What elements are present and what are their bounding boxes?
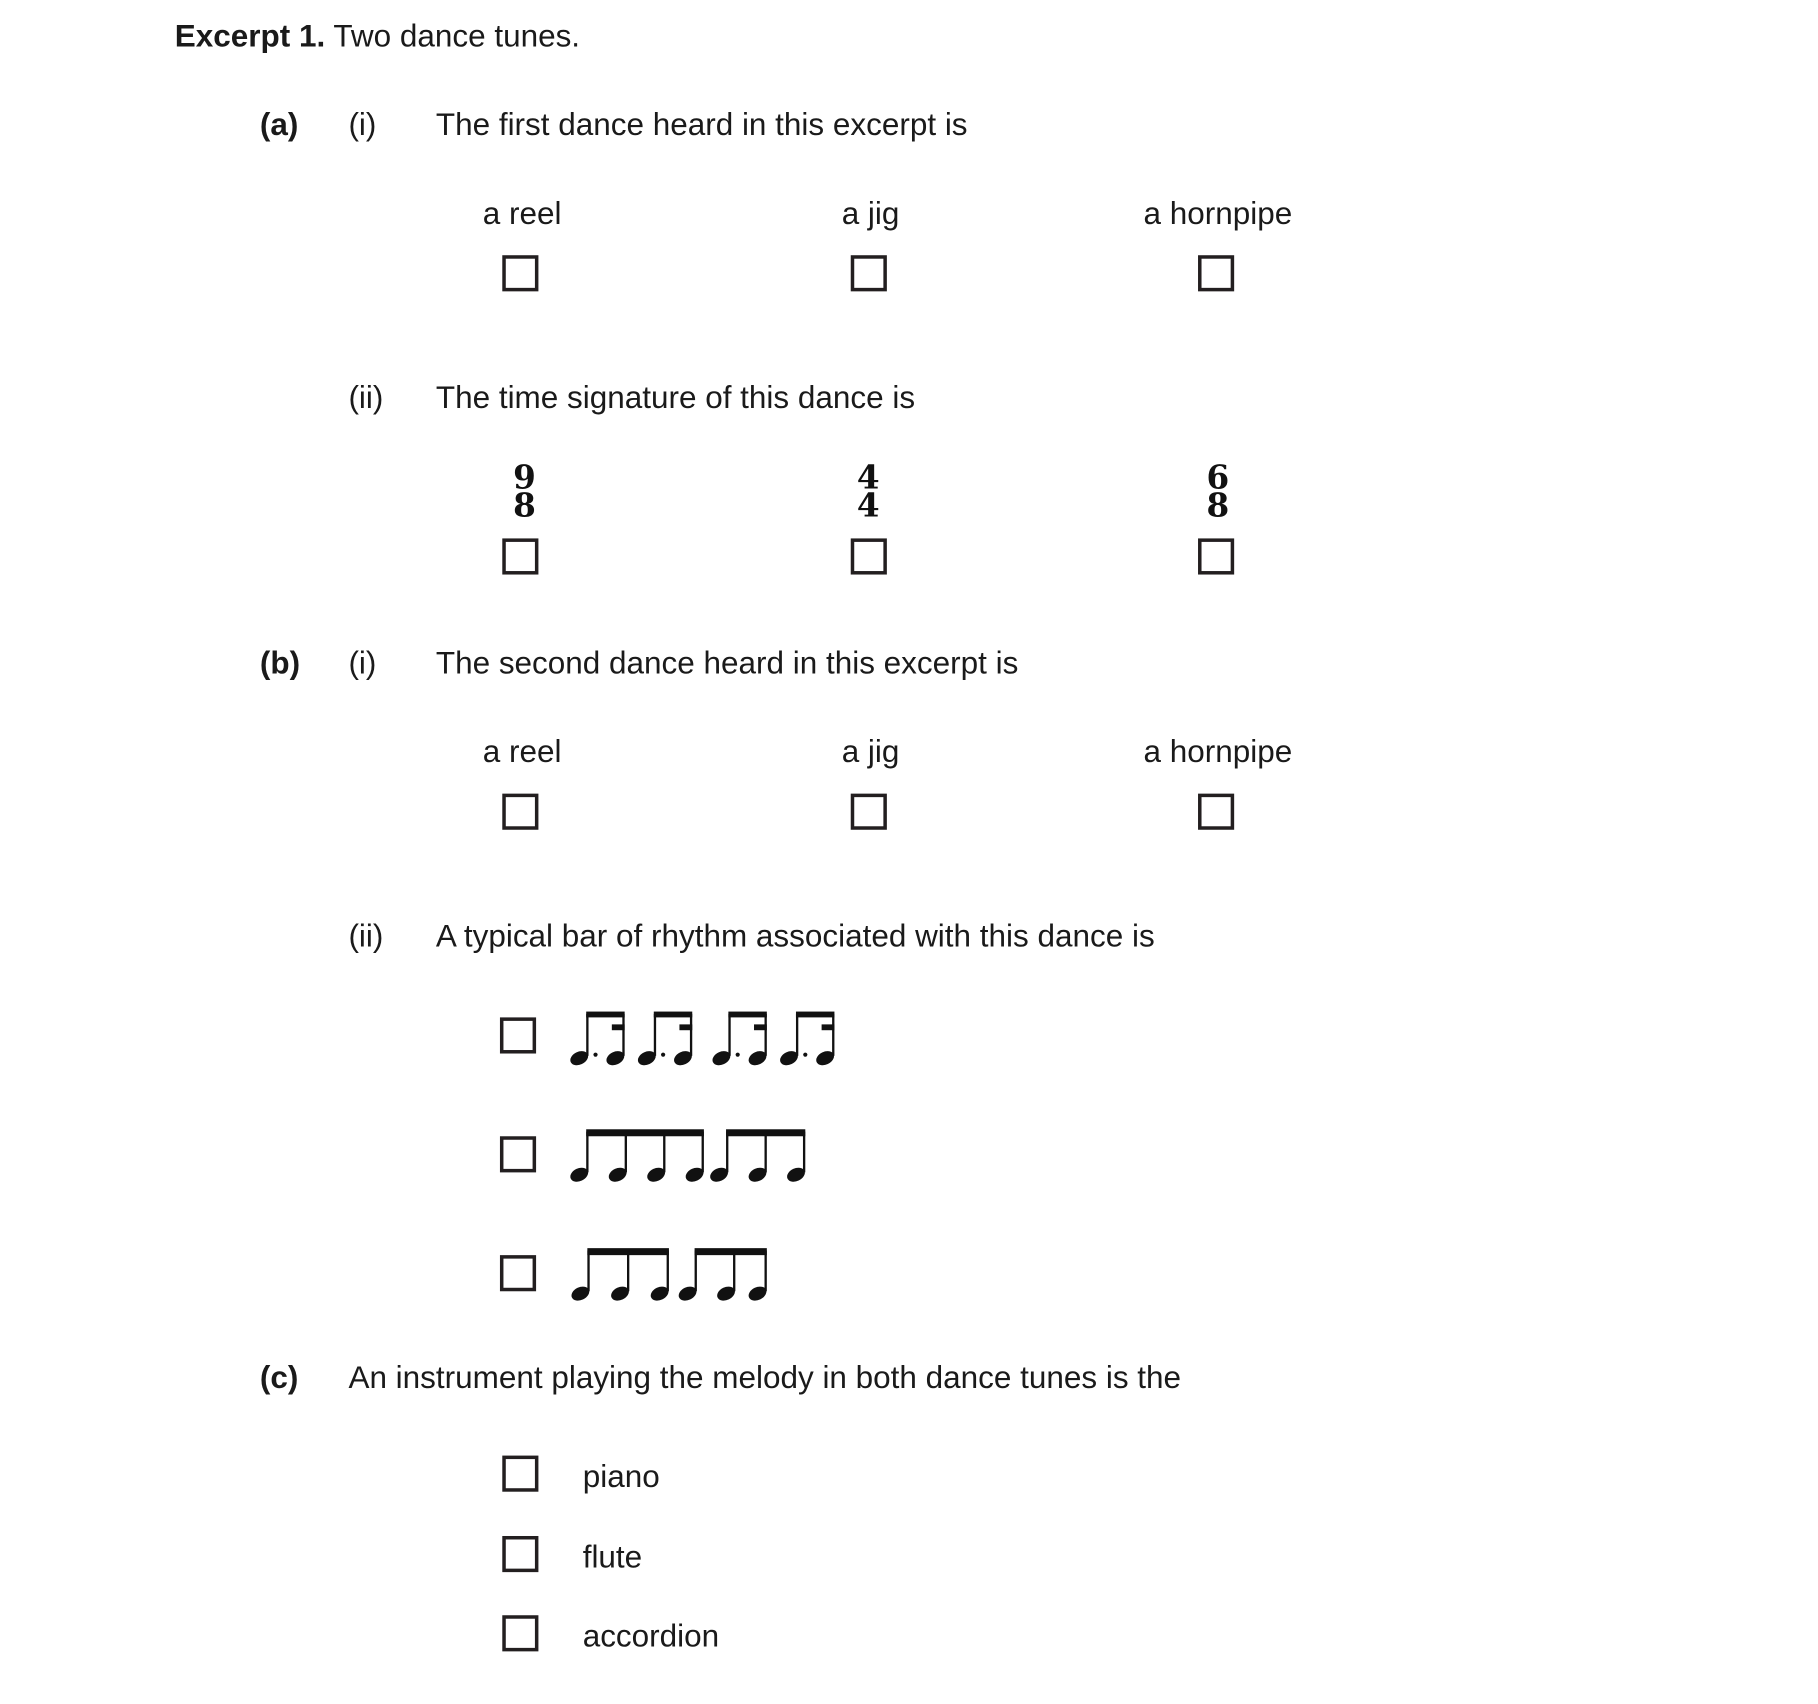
time-signature-9-8 (513, 458, 536, 525)
time-sig-top: 6 (1206, 458, 1230, 497)
checkbox-a1-reel[interactable] (502, 255, 538, 291)
part-a-q1-prompt: The first dance heard in this excerpt is (435, 107, 968, 143)
option-label-piano: piano (582, 1459, 660, 1495)
excerpt-heading (175, 17, 580, 54)
part-a-q1-number: (i) (348, 107, 377, 143)
checkbox-b1-reel[interactable] (502, 794, 538, 830)
option-label-jig: a jig (841, 195, 900, 231)
checkbox-b2-quavers-4-4[interactable] (500, 1136, 536, 1172)
part-c-prompt: An instrument playing the melody in both dance tunes is the (348, 1360, 1182, 1395)
checkbox-b2-quavers-3-3[interactable] (500, 1255, 536, 1291)
time-sig-bottom: 8 (1206, 485, 1230, 525)
part-b-q2-prompt: A typical bar of rhythm associated with this dance is (435, 918, 1155, 954)
even-quavers-4-4-icon (569, 1128, 832, 1186)
part-b-label: (b) (259, 645, 301, 681)
dotted-rhythm-icon (569, 1009, 839, 1067)
time-signature-6-8 (1206, 458, 1230, 525)
option-label-reel: a reel (482, 195, 562, 231)
checkbox-a2-4-4[interactable] (851, 538, 887, 574)
time-sig-bottom: 4 (856, 485, 880, 525)
option-label-reel: a reel (482, 734, 562, 770)
checkbox-a2-9-8[interactable] (502, 538, 538, 574)
option-label-accordion: accordion (582, 1618, 720, 1654)
checkbox-b2-dotted-rhythm[interactable] (500, 1017, 536, 1053)
part-b-q1-prompt: The second dance heard in this excerpt is (435, 645, 1019, 681)
checkbox-b1-hornpipe[interactable] (1198, 794, 1234, 830)
part-c-label: (c) (259, 1360, 299, 1395)
checkbox-c-accordion[interactable] (502, 1615, 538, 1651)
checkbox-a1-hornpipe[interactable] (1198, 255, 1234, 291)
option-label-hornpipe: a hornpipe (1143, 195, 1293, 231)
part-b-q2-number: (ii) (348, 918, 384, 954)
excerpt-label: Excerpt 1. (174, 18, 326, 54)
time-signature-4-4 (856, 458, 880, 525)
checkbox-c-flute[interactable] (502, 1536, 538, 1572)
even-quavers-3-3-icon (569, 1247, 769, 1305)
option-label-flute: flute (582, 1539, 643, 1575)
checkbox-b1-jig[interactable] (851, 794, 887, 830)
part-b-q1-number: (i) (348, 645, 377, 681)
excerpt-title: Two dance tunes. (333, 18, 581, 54)
checkbox-c-piano[interactable] (502, 1456, 538, 1492)
checkbox-a1-jig[interactable] (851, 255, 887, 291)
part-a-q2-number: (ii) (348, 379, 384, 415)
option-label-jig: a jig (841, 734, 900, 770)
option-label-hornpipe: a hornpipe (1143, 734, 1293, 770)
time-sig-top: 9 (513, 458, 536, 497)
part-a-label: (a) (259, 107, 299, 143)
time-sig-bottom: 8 (513, 485, 536, 525)
part-a-q2-prompt: The time signature of this dance is (435, 379, 916, 415)
time-sig-top: 4 (856, 458, 880, 497)
checkbox-a2-6-8[interactable] (1198, 538, 1234, 574)
